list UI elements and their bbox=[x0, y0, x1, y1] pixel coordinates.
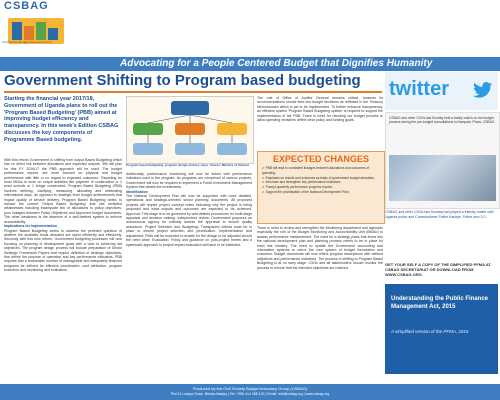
expected-changes-title: EXPECTED CHANGES bbox=[272, 154, 370, 164]
tweet-photo bbox=[389, 155, 496, 201]
tweet-text: CSBAG and other CSOs last Sunday held a family match on the budget process during the pre-budget consultations in Kampala. Photo: CSBAG bbox=[389, 116, 495, 125]
logo-text: CSBAG bbox=[4, 0, 49, 12]
twitter-banner bbox=[385, 72, 498, 110]
column-1-paragraph-2: Program Based Budgeting seeks to address the pertinent question of whether the available funds allocated are spent efficiently and effectively. Secondly with this new reform, Government budgeting processes will now focusing on planning of development goals with a view to achieving set objectives. The program design process will include preparation of Sector Strategic Framework Papers that require definition of strategic objectives, that define the purpose of operation and key performance indicators. PBB requires that a reasonable number of manageable and adequately financed programs be defined for effective coordination, cost attribution, program execution and monitoring and evaluation. bbox=[4, 228, 122, 273]
twitter-wordmark: twitter bbox=[389, 78, 449, 100]
footer bbox=[0, 384, 500, 400]
expected-changes-list bbox=[262, 166, 380, 195]
title-divider bbox=[4, 91, 382, 93]
sidebar bbox=[385, 72, 498, 382]
list-item: ✔ PBB will lead to consistent linkages between allocations and outcomes of spending. bbox=[262, 166, 369, 175]
masthead bbox=[0, 0, 500, 60]
column-2-heading: Identification bbox=[126, 189, 148, 194]
program-budgeting-diagram bbox=[126, 96, 254, 164]
list-item: ✔ Prompt quarterly performance progress reports. bbox=[262, 185, 333, 190]
article-lead: Starting the financial year 2017/18, Government of Uganda plans to roll out the 'Program Based Budgeting' (PBB) aimed at improving budget efficiency and transparency. In this week's Edition CSBAG discusses the key components of Programme Based budgeting. bbox=[4, 96, 119, 143]
book-subtitle: A simplified version of the PFMA, 2015 bbox=[391, 329, 469, 334]
diagram-caption: Program based budgeting, program design and key steps. Source: Ministry of Finance bbox=[126, 163, 250, 167]
banner-text: Advocating for a People Centered Budget that Dignifies Humanity bbox=[120, 58, 433, 69]
expected-changes-box bbox=[257, 151, 385, 224]
photo-caption: CSBAG and other CSOs last Sunday had played a friendly match with Uganda police and Commissioner Police Kasirye. Police won 3-0 bbox=[385, 210, 494, 219]
article-column-3-continued bbox=[257, 226, 383, 382]
list-item: ✔ Emphasis on results and outcomes as basis of government budget allocation. bbox=[262, 175, 375, 180]
footer-contact: Plot 11 Lutaya Close, Ntinda-Naalya | Tel: +256 414 288 100 | Email: info@csbag.org | www.csbag.org bbox=[170, 392, 330, 396]
article-column-3 bbox=[257, 96, 383, 149]
article-column-2 bbox=[126, 172, 252, 382]
column-1-heading: Implications for Implementation bbox=[4, 224, 57, 229]
list-item: ✔ Support the prioritisation of the National Development Plan. bbox=[262, 189, 350, 194]
pfma-book-cover bbox=[385, 284, 498, 374]
column-2-paragraph: Additionally, performance monitoring will now be linked with performance indicators used in the program. As programs are comprised of various projects, Government will now be required to implement a Public Investment Management System that details the investments. bbox=[126, 172, 252, 190]
get-copy-notice: GET YOUR SELF A COPY OF THE SIMPLIFIED PFMA AT CSBAG SECRETARIAT OR DOWNLOAD FROM WWW.CSBAG.ORG bbox=[385, 262, 491, 277]
column-3-paragraph-2: There is need to review and strengthen the Monitoring department and agencies especially the role of the Budget Monitoring and Accountability Unit (BMAU) to assess performance measurement. The need for a strategy plans that feeds into the national development plan and planning process needs to be in place for each line ministry. The need to update the Government accounting and information systems to mirror the new system of budget formulation and execution. Budget documents will now reflect program descriptions with defined objectives and performance indicators. The process of shifting to Program Based Budgeting is at no early stage. CSOs and all stakeholders should monitor the process to ensure that the intended objectives are realized. bbox=[257, 226, 383, 270]
column-1-paragraph: With this reform Government is shifting from output Based Budgeting which has no direct link between allocations and expected outputs. 'We will plan for this FY 2016/17 the PBB approach will be used. The budget performance reports, are more focused on physical and budget performance with little or no regard to expected outcomes.' Reporting for most MDAs is more on output activities like payment of construction or 1 seed schools or 1 bridge constructed. Program Based Budgeting (PBB) involves defining, clarifying, measuring, allocating and celebrating international days, as opposed to strategic level budget achievements that impact quality of service delivery. Program Based Budgeting seeks to replace the current 'Output Based Budgeting' that has exhibited weaknesses including inadequate link of allocations to policy objectives, poor linkages between Policy Objectives and Approved budget documents. The other weakness is the absence of a well-defined system to enforce accountability. bbox=[4, 158, 122, 224]
column-2-paragraph-2: The National Development Plan will now be supported with more detailed, operational and strategic-oriented sector planning documents. All proposed projects will require project concept notes indicating why the project is being proposed and what outputs and outcomes are expected to be achieved. Approval: This stage is to be governed by well-defined procedures for multi-stage appraisal and decision making. Independent review: Government proposes an autonomous agency be critically assess the appraisal to ensure quality assurance. Project Selection and Budgeting: Transparent criteria must be in place to ensure project selection and prioritization. Implementation and adjustment: PIMs will be expected to enable for the design to be adjusted should the need arise. Evaluation: Policy and guidance on post-project review and a systematic approach to project impact evaluation will have to be instituted. bbox=[126, 194, 252, 247]
footer-credit: Produced by the Civil Society Budget Advocacy Group (CSBAG) bbox=[192, 386, 308, 391]
list-item: ✔ Introduce and strengthen key performance indicators. bbox=[262, 180, 342, 185]
article-column-1 bbox=[4, 158, 122, 382]
twitter-bird-icon bbox=[473, 82, 493, 98]
logo-tagline: Civil Society Budget Advocacy Group bbox=[2, 40, 52, 44]
tweet-card[interactable] bbox=[385, 112, 500, 209]
tagline-banner bbox=[0, 57, 500, 71]
column-3-paragraph: The role of Office of Auditor General remains critical, however its recommendations should feed into budget decisions as reflected in the Treasury Memorandum which is yet to be implemented. To further enhance transparency, an effective system 'Program Based Budgeting system' is required to support the implementation of the PBB. There is need for retooling our budget process to allow spending ministries define clear policy and funding goals. bbox=[257, 96, 383, 123]
book-title: Understanding the Public Finance Management Act, 2015 bbox=[391, 296, 489, 310]
page-title: Government Shifting to Program based budgeting bbox=[4, 72, 361, 89]
